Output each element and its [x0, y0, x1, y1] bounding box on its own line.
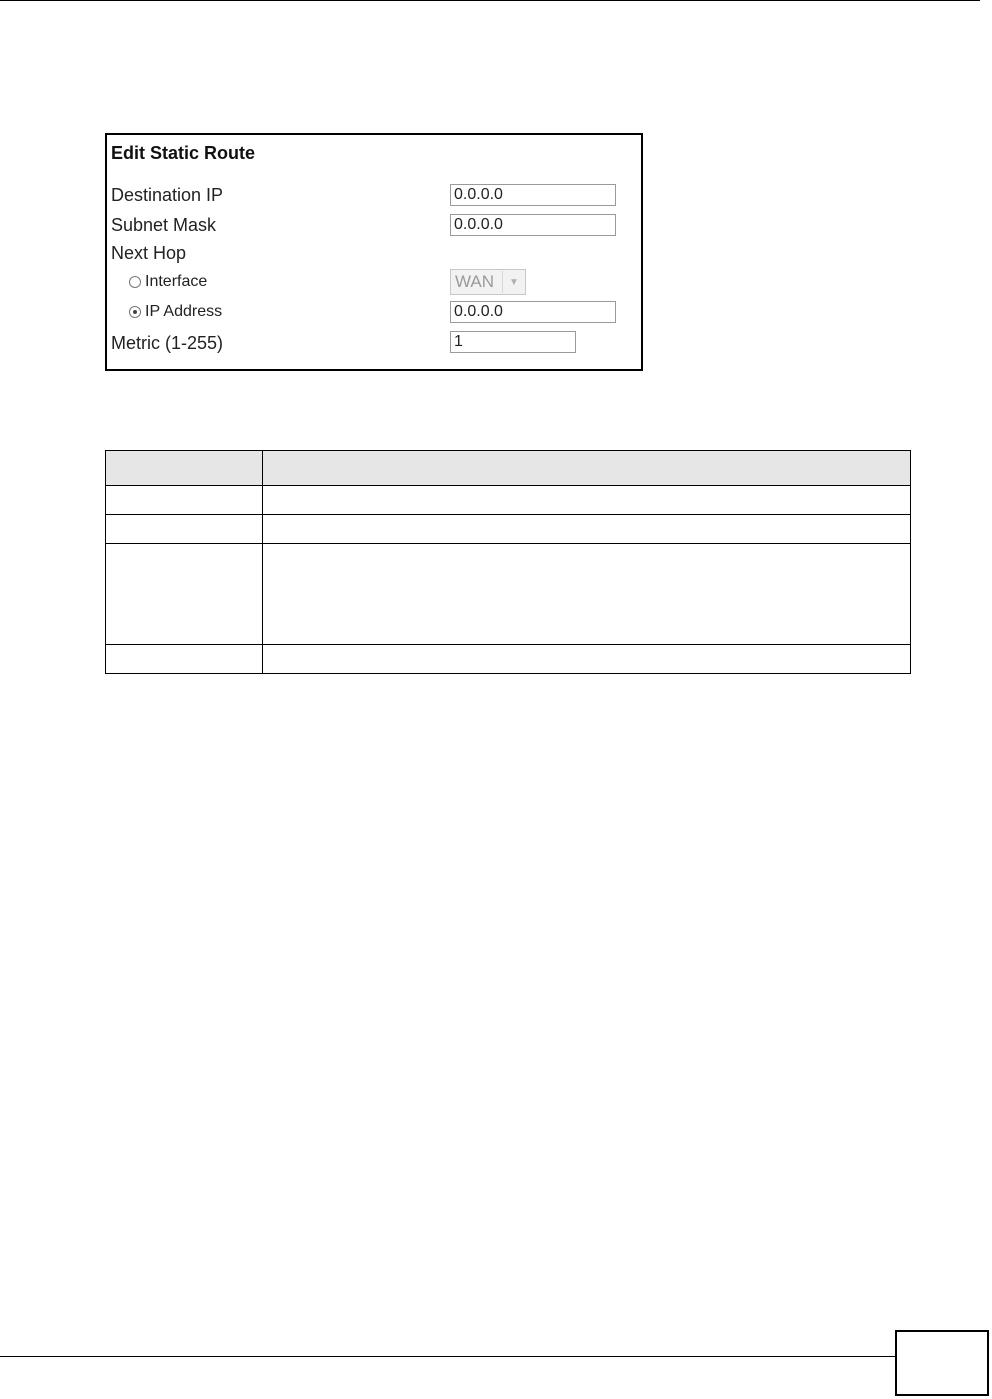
table-header-label-cell: [106, 451, 263, 486]
table-cell: [106, 486, 263, 515]
next-hop-interface-option[interactable]: [129, 273, 207, 291]
interface-radio-label: Interface: [145, 273, 208, 290]
table-header-row: [106, 451, 911, 486]
table-cell: [263, 486, 911, 515]
interface-radio-icon[interactable]: [129, 276, 141, 288]
next-hop-ip-input[interactable]: [450, 301, 616, 323]
table-cell: [106, 515, 263, 544]
table-row: [106, 645, 911, 674]
field-description-table: [105, 450, 911, 674]
table-cell: [106, 544, 263, 645]
page-header-rule: [0, 0, 980, 1]
table-row: [106, 544, 911, 645]
interface-select[interactable]: [450, 269, 526, 295]
ip-address-radio-label: IP Address: [145, 303, 223, 320]
table-row: [106, 486, 911, 515]
table-cell: [263, 544, 911, 645]
next-hop-ip-address-option[interactable]: [129, 303, 222, 321]
panel-title: Edit Static Route: [111, 143, 256, 163]
table-cell: [263, 645, 911, 674]
edit-static-route-panel: [105, 133, 643, 371]
table-cell: [263, 515, 911, 544]
interface-select-value: WAN: [455, 272, 495, 291]
page-number-box: [895, 1330, 989, 1396]
subnet-mask-label: Subnet Mask: [111, 215, 217, 235]
table-header-description-cell: [263, 451, 911, 486]
metric-label: Metric (1-255): [111, 333, 224, 353]
chevron-down-icon: ▼: [502, 271, 525, 293]
next-hop-label: Next Hop: [111, 243, 187, 263]
metric-input[interactable]: [450, 331, 576, 353]
ip-address-radio-icon[interactable]: [129, 306, 141, 318]
page-footer-rule: [0, 1356, 895, 1357]
table-row: [106, 515, 911, 544]
subnet-mask-input[interactable]: [450, 214, 616, 236]
destination-ip-input[interactable]: [450, 184, 616, 206]
destination-ip-label: Destination IP: [111, 185, 224, 205]
table-cell: [106, 645, 263, 674]
